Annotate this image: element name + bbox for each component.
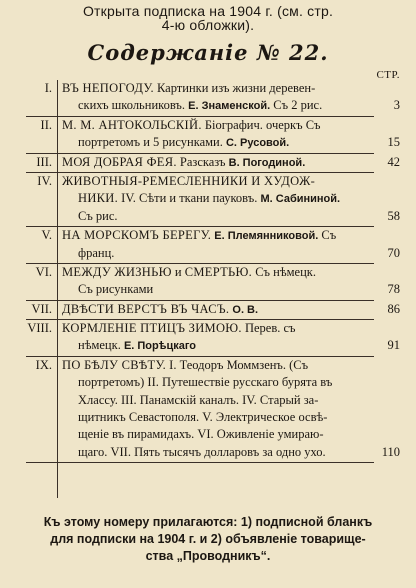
entry-description: щеніе въ пирамидахъ. VI. Оживленіе умираю- [78, 427, 324, 442]
entry-description: Съ рис. [78, 208, 118, 223]
entry-separator [26, 172, 374, 173]
entry-description: скихъ школьниковъ. [78, 98, 189, 113]
entry-text [78, 409, 327, 426]
entry-text [78, 426, 324, 443]
toc-entry-line [0, 154, 416, 171]
entry-text [62, 320, 296, 337]
entry-text [62, 173, 315, 190]
entry-text [62, 264, 316, 281]
entry-number: VIII. [27, 321, 52, 336]
entry-author: В. Погодиной. [228, 156, 306, 169]
entry-text [78, 337, 196, 355]
entry-text [78, 208, 118, 225]
entry-author: Е. Знаменской. [188, 100, 271, 113]
entry-description: щитникъ Севастополя. V. Электрическое освѣ- [78, 410, 328, 425]
entry-description: IV. Сѣти и ткани пауковъ. [118, 191, 261, 206]
entry-author: Е. Порѣцкаго [123, 340, 197, 353]
entry-text [78, 190, 340, 208]
entry-description: Перев. съ [241, 321, 296, 336]
entry-description: Съ [318, 228, 337, 243]
contents-title: Содержаніе № 22. [87, 40, 329, 65]
entry-description: портретомъ) II. Путешествіе русскаго бурята въ [78, 375, 333, 390]
entry-text [62, 80, 315, 97]
toc-entry-line [0, 357, 416, 374]
entry-text [78, 374, 332, 391]
entry-text [62, 357, 308, 374]
toc-entry-line [0, 173, 416, 190]
entry-author: С. Русовой. [225, 137, 290, 150]
entry-separator [26, 356, 374, 357]
entry-number: III. [36, 154, 52, 169]
entry-author: О. В. [232, 303, 259, 316]
toc-entry-line [0, 392, 416, 409]
subscription-notice-line-2: 4-ю обложки). [161, 17, 255, 33]
entry-number: V. [41, 228, 52, 243]
toc-entry-line [0, 208, 416, 225]
entry-page-number: 78 [387, 282, 400, 297]
entry-separator [26, 116, 374, 117]
toc-entry-line [0, 337, 416, 354]
entry-number: IV. [37, 173, 52, 188]
entry-description: щаго. VII. Пять тысячъ долларовъ за одно ухо. [78, 444, 326, 459]
supplement-note-line-3: ства „Проводникъ“. [145, 549, 271, 563]
entry-separator [26, 153, 374, 154]
entry-text [78, 97, 322, 115]
entry-number: IX. [35, 357, 52, 372]
entry-page-number: 15 [387, 135, 400, 150]
toc-entry-line [0, 245, 416, 262]
entry-description: Хлассу. III. Панамскій каналъ. IV. Старый за- [78, 392, 319, 407]
toc-entry [0, 357, 416, 461]
entry-page-number: 58 [387, 208, 400, 223]
toc-entry-line [0, 426, 416, 443]
entry-separator [26, 226, 374, 227]
subscription-notice-line-1: Открыта подписка на 1904 г. (см. стр. [82, 3, 334, 19]
toc-entry [0, 80, 416, 115]
supplement-note-line-1: Къ этому номеру прилагаются: 1) подписной бланкъ [43, 515, 373, 529]
toc-entry [0, 301, 416, 318]
entry-text [78, 134, 289, 152]
entry-number: VII. [31, 301, 52, 316]
entry-text [78, 392, 318, 409]
supplement-note [0, 514, 416, 565]
entry-description: Съ нѣмецк. [252, 264, 316, 279]
entry-description: Біографич. очеркъ Съ [201, 117, 321, 132]
entry-text [78, 245, 114, 262]
entry-title: ЖИВОТНЫЯ-РЕМЕСЛЕННИКИ И ХУДОЖ- [62, 173, 316, 188]
toc-entry-line [0, 320, 416, 337]
entry-page-number: 70 [387, 245, 400, 260]
toc-entry-line [0, 444, 416, 461]
entry-page-number: 110 [381, 444, 400, 459]
entry-description: Картинки изъ жизни деревен- [153, 81, 316, 95]
entry-title: ПО БѢЛУ СВѢТУ. [62, 357, 167, 372]
entry-description: портретомъ и 5 рисунками. [78, 135, 226, 150]
entry-author: Е. Племянниковой. [214, 230, 319, 243]
entry-text [62, 117, 321, 134]
entry-title: МОЯ ДОБРАЯ ФЕЯ. [62, 154, 177, 169]
entry-description: и [171, 264, 185, 279]
entry-number: VI. [35, 264, 52, 279]
entry-description: нѣмецк. [78, 338, 124, 353]
toc-entry-line [0, 227, 416, 244]
entry-title: МЕЖДУ ЖИЗНЬЮ [62, 264, 172, 279]
toc-entry [0, 154, 416, 171]
entry-text [62, 301, 258, 319]
entry-title: ДВѢСТИ ВЕРСТЪ ВЪ ЧАСЪ. [62, 301, 230, 316]
entry-page-number: 42 [387, 154, 400, 169]
toc-entry-line [0, 281, 416, 298]
toc-entry-line [0, 134, 416, 151]
entry-text [78, 281, 153, 298]
toc-entry [0, 117, 416, 152]
toc-entry-line [0, 409, 416, 426]
entry-author: М. Сабининой. [260, 193, 341, 206]
toc-entry-line [0, 117, 416, 134]
entry-number: II. [40, 117, 52, 132]
entry-description: Съ рисунками [78, 282, 154, 297]
entry-title: СМЕРТЬЮ. [184, 264, 253, 279]
table-of-contents [0, 80, 416, 463]
toc-entry [0, 173, 416, 225]
entry-description: Разсказъ [176, 154, 229, 169]
entry-title: М. М. АНТОКОЛЬСКІЙ. [62, 117, 202, 132]
entry-separator [26, 300, 374, 301]
entry-description: Съ 2 рис. [270, 98, 323, 113]
entry-separator [26, 263, 374, 264]
entry-text [62, 227, 336, 245]
entry-title: НА МОРСКОМЪ БЕРЕГУ. [62, 228, 212, 243]
entry-page-number: 86 [387, 301, 400, 316]
toc-entry [0, 264, 416, 299]
supplement-note-line-2: для подписки на 1904 г. и 2) объявленіе товарище- [50, 532, 366, 546]
entry-separator [26, 462, 374, 463]
subscription-notice [0, 4, 416, 32]
entry-description: I. Теодоръ Моммзенъ. (Съ [166, 357, 309, 372]
entry-text [62, 154, 305, 172]
entry-text [78, 444, 326, 461]
toc-entry-line [0, 80, 416, 97]
page-column-header: СТР. [376, 69, 400, 81]
entry-title: КОРМЛЕНІЕ ПТИЦЪ ЗИМОЮ. [62, 321, 242, 336]
entry-page-number: 3 [393, 98, 400, 113]
toc-entry-line [0, 301, 416, 318]
toc-entry [0, 227, 416, 262]
entry-separator [26, 319, 374, 320]
entry-number: I. [44, 81, 52, 95]
entry-page-number: 91 [387, 338, 400, 353]
toc-entry [0, 320, 416, 355]
entry-title: ВЪ НЕПОГОДУ. [62, 81, 154, 95]
entry-description: франц. [78, 245, 115, 260]
toc-entry-line [0, 374, 416, 391]
toc-entry-line [0, 190, 416, 207]
toc-entry-line [0, 97, 416, 114]
toc-entry-line [0, 264, 416, 281]
entry-title: НИКИ. [78, 191, 119, 206]
